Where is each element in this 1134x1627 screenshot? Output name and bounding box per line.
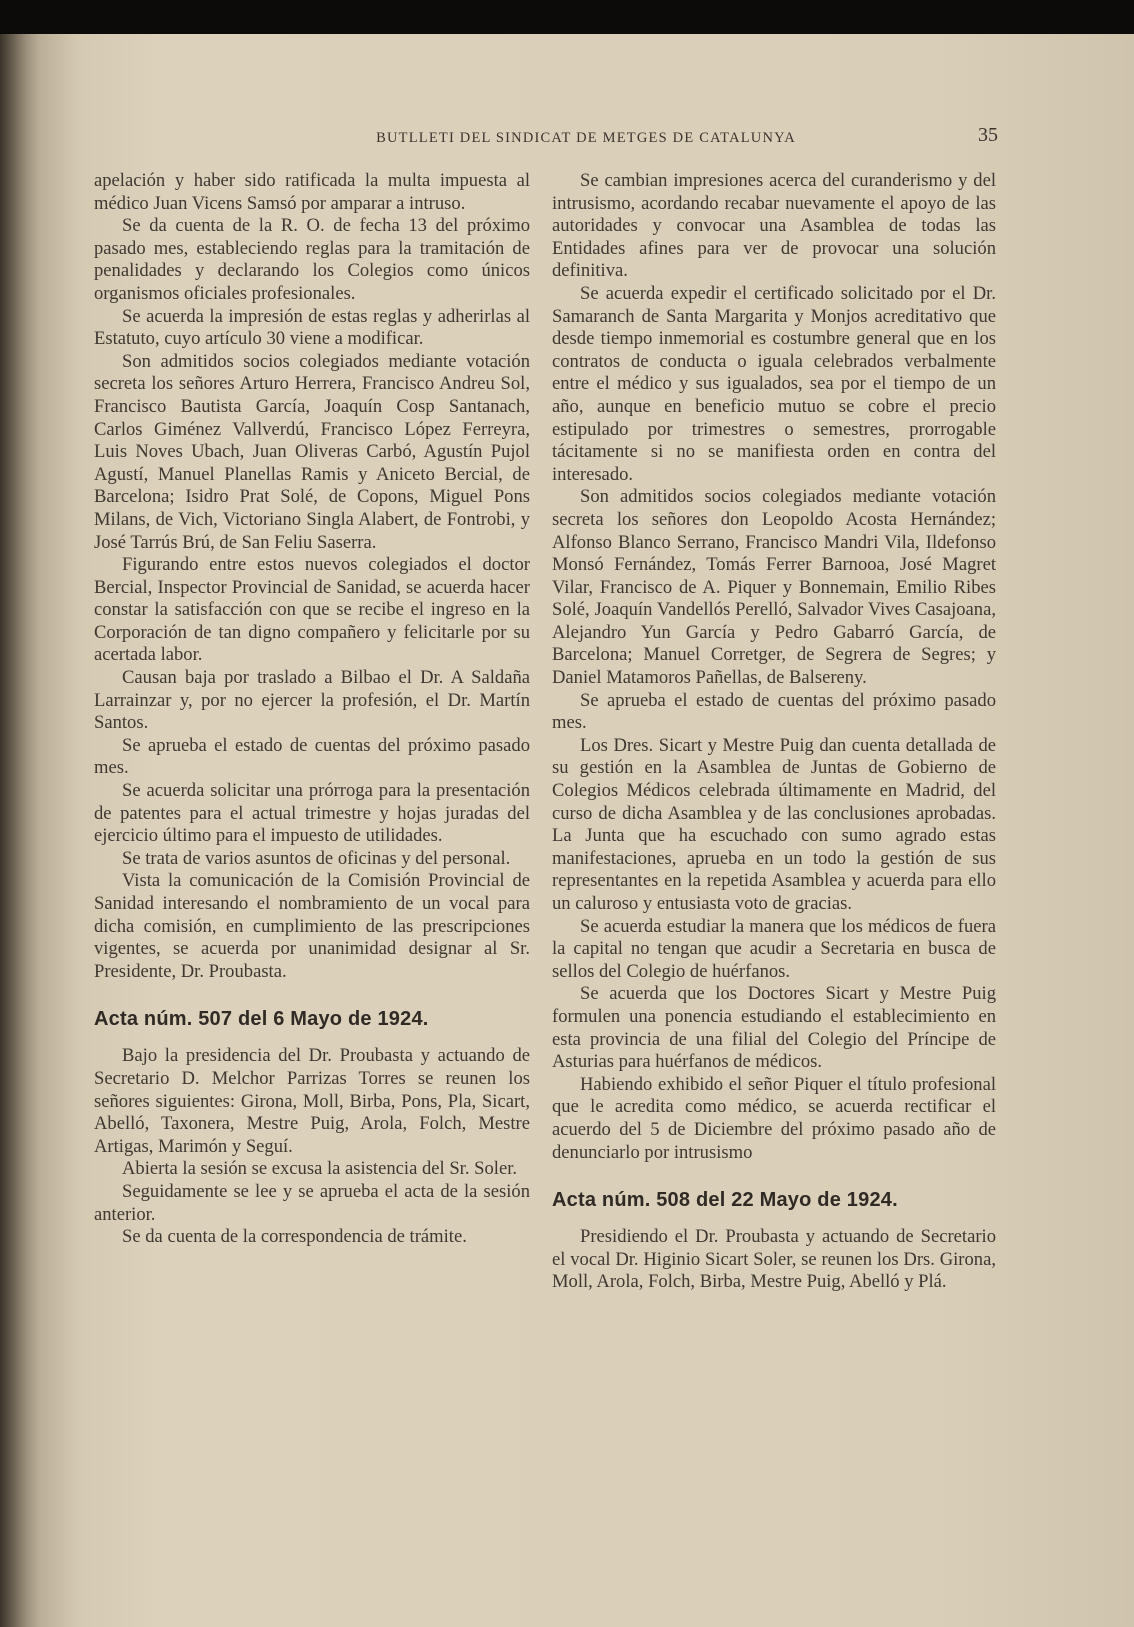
- page-edge: [0, 34, 38, 1627]
- journal-title: BUTLLETI DEL SINDICAT DE METGES DE CATALUNYA: [376, 130, 796, 146]
- paragraph: Se trata de varios asuntos de oficinas y del personal.: [122, 847, 511, 869]
- running-header: [38, 122, 1134, 152]
- paragraph: Se acuerda solicitar una prórroga para la presentación de patentes para el actual trimestre y hojas juradas del ejercicio último para el impuesto de utilidades.: [94, 780, 530, 847]
- paragraph: Se da cuenta de la correspondencia de trámite.: [122, 1226, 467, 1248]
- paragraph: Causan baja por traslado a Bilbao el Dr. A Saldaña Larrainzar y, por no ejercer la profesión, el Dr. Martín Santos.: [94, 667, 530, 734]
- paragraph: Se da cuenta de la R. O. de fecha 13 del próximo pasado mes, estableciendo reglas para la tramitación de penalidades y declarando los Colegios como únicos organismos oficiales profesionales.: [94, 215, 530, 304]
- paragraph: Se aprueba el estado de cuentas del próximo pasado mes.: [552, 689, 996, 734]
- section-heading: Acta núm. 508 del 22 Mayo de 1924.: [552, 1189, 898, 1212]
- paragraph: Se acuerda expedir el certificado solicitado por el Dr. Samaranch de Santa Margarita y Monjos acreditativo que desde tiempo inmemorial es costumbre general que en los contratos de conducta o iguala celebrados verbalmente entre el médico y sus igualados, sea por el tiempo de un año, aunque en beneficio mutuo se cobre el precio estipulado por trimestres o semestres, prorrogable tácitamente si no se manifiesta orden en contra del interesado.: [552, 282, 996, 485]
- paragraph: Abierta la sesión se excusa la asistencia del Sr. Soler.: [122, 1158, 518, 1180]
- document-page: [38, 34, 1134, 1627]
- paragraph: Los Dres. Sicart y Mestre Puig dan cuenta detallada de su gestión en la Asamblea de Juntas de Gobierno de Colegios Médicos celebrada últimamente en Madrid, del curso de dicha Asamblea y de las conclusiones aprobadas. La Junta que ha escuchado con sumo agrado estas manifestaciones, aprueba en un todo la gestión de sus representantes en la repetida Asamblea y acuerda para ello un caluroso y entusiasta voto de gracias.: [552, 734, 996, 914]
- paragraph: Presidiendo el Dr. Proubasta y actuando de Secretario el vocal Dr. Higinio Sicart Soler, se reunen los Drs. Girona, Moll, Arola, Folch, Birba, Mestre Puig, Abelló y Plá.: [552, 1226, 996, 1293]
- paragraph: apelación y haber sido ratificada la multa impuesta al médico Juan Vicens Samsó por amparar a intruso.: [94, 170, 530, 214]
- paragraph: Se acuerda la impresión de estas reglas y adherirlas al Estatuto, cuyo artículo 30 viene a modificar.: [94, 305, 530, 350]
- right-column: [552, 170, 996, 1294]
- paragraph: Se acuerda que los Doctores Sicart y Mestre Puig formulen una ponencia estudiando el establecimiento en esta provincia de una filial del Colegio del Príncipe de Asturias para huérfanos de médicos.: [552, 983, 996, 1073]
- paragraph: Vista la comunicación de la Comisión Provincial de Sanidad interesando el nombramiento de un vocal para dicha comisión, en cumplimiento de las prescripciones vigentes, se acuerda por unanimidad designar al Sr. Presidente, Dr. Proubasta.: [94, 870, 530, 982]
- paragraph: Se cambian impresiones acerca del curanderismo y del intrusismo, acordando recabar nuevamente el apoyo de las autoridades y convocar una Asamblea de todas las Entidades afines para ver de provocar una solución definitiva.: [552, 170, 996, 282]
- paragraph: Se aprueba el estado de cuentas del próximo pasado mes.: [94, 734, 530, 779]
- paragraph: Seguidamente se lee y se aprueba el acta de la sesión anterior.: [94, 1180, 530, 1225]
- page-number: 35: [978, 124, 998, 146]
- left-column: [94, 170, 530, 1249]
- paragraph: Son admitidos socios colegiados mediante votación secreta los señores Arturo Herrera, Francisco Andreu Sol, Francisco Bautista García, Joaquín Cosp Santanach, Carlos Giménez Vallverdú, Francisco López Ferreyra, Luis Noves Ubach, Juan Oliveras Carbó, Agustín Pujol Agustí, Manuel Planellas Ramis y Aniceto Bercial, de Barcelona; Isidro Prat Solé, de Copons, Miguel Pons Milans, de Vich, Victoriano Singla Alabert, de Fontrobi, y José Tarrús Brú, de San Feliu Saserra.: [94, 350, 530, 553]
- section-heading: Acta núm. 507 del 6 Mayo de 1924.: [94, 1008, 429, 1031]
- paragraph: Habiendo exhibido el señor Piquer el título profesional que le acredita como médico, se acuerda rectificar el acuerdo del 5 de Diciembre del próximo pasado año de denunciarlo por intrusismo: [552, 1073, 996, 1163]
- paragraph: Se acuerda estudiar la manera que los médicos de fuera la capital no tengan que acudir a Secretaria en busca de sellos del Colegio de huérfanos.: [552, 915, 996, 982]
- paragraph: Bajo la presidencia del Dr. Proubasta y actuando de Secretario D. Melchor Parrizas Torres se reunen los señores siguientes: Girona, Moll, Birba, Pons, Pla, Sicart, Abelló, Taxonera, Mestre Puig, Arola, Folch, Mestre Artigas, Marimón y Seguí.: [94, 1045, 530, 1157]
- paragraph: Figurando entre estos nuevos colegiados el doctor Bercial, Inspector Provincial de Sanidad, se acuerda hacer constar la satisfacción con que se recibe el ingreso en la Corporación de tan digno compañero y felicitarle por su acertada labor.: [94, 554, 530, 666]
- paragraph: Son admitidos socios colegiados mediante votación secreta los señores don Leopoldo Acosta Hernández; Alfonso Blanco Serrano, Francisco Mandri Vila, Ildefonso Monsó Fernández, Tomás Ferrer Barnooa, José Magret Vilar, Francisco de A. Piquer y Bonnemain, Emilio Ribes Solé, Joaquín Vandellós Perelló, Salvador Vives Casajoana, Alejandro Yun García y Pedro Gabarró García, de Barcelona; Manuel Corretger, de Segrera de Segres; y Daniel Matamoros Pañellas, de Balsereny.: [552, 486, 996, 689]
